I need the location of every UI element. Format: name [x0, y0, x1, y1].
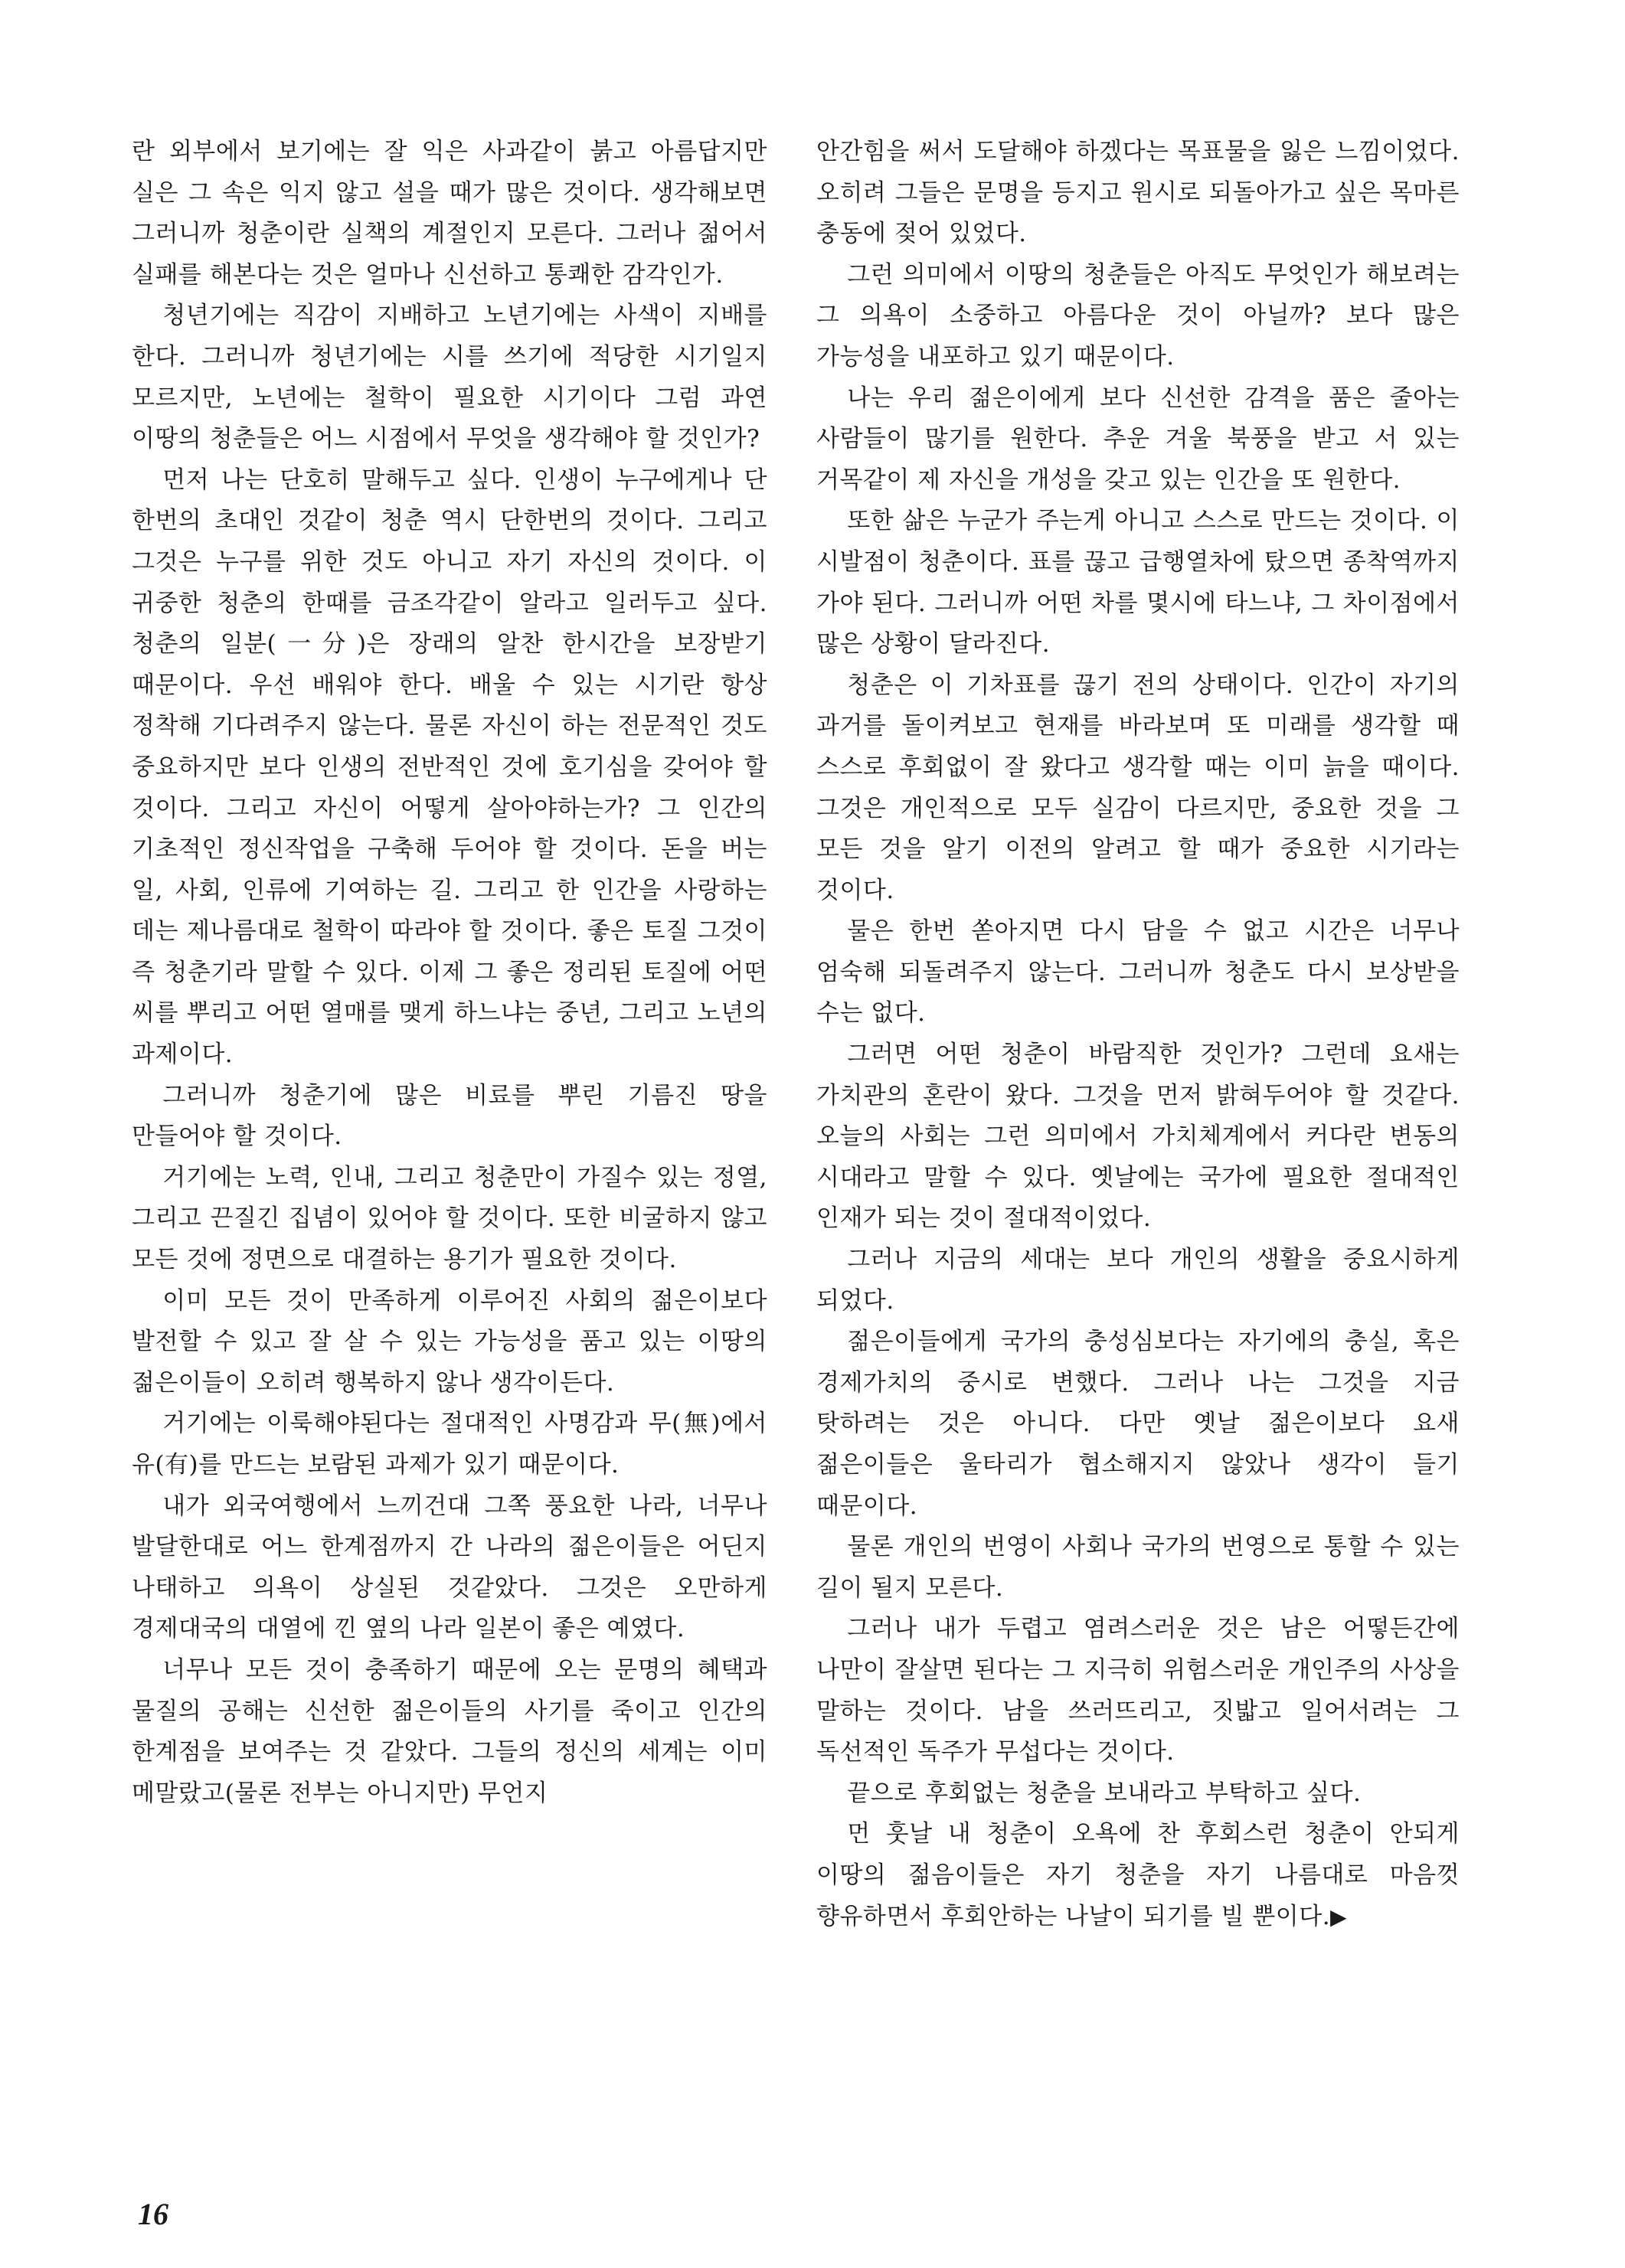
left-column	[132, 132, 767, 1814]
paragraph: 너무나 모든 것이 충족하기 때문에 오는 문명의 혜택과 물질의 공해는 신선한 젊은이들의 사기를 죽이고 인간의 한계점을 보여주는 것 같았다. 그들의 정신의 세계는 이미 메말랐고(물론 전부는 아니지만) 무언지	[132, 1655, 767, 1807]
paragraph: 란 외부에서 보기에는 잘 익은 사과같이 붉고 아름답지만 실은 그 속은 익지 않고 설을 때가 많은 것이다. 생각해보면 그러니까 청춘이란 실책의 계절인지 모른다. 그러나 젊어서 실패를 해본다는 것은 얼마나 신선하고 통쾌한 감각인가.	[132, 138, 767, 289]
right-column	[816, 132, 1460, 1937]
paragraph: 물은 한번 쏟아지면 다시 담을 수 없고 시간은 너무나 엄숙해 되돌려주지 않는다. 그러니까 청춘도 다시 보상받을 수는 없다.	[816, 917, 1460, 1028]
paragraph: 끝으로 후회없는 청춘을 보내라고 부탁하고 싶다.	[847, 1779, 1362, 1807]
paragraph: 그러면 어떤 청춘이 바람직한 것인가? 그런데 요새는 가치관의 혼란이 왔다. 그것을 먼저 밝혀두어야 할 것같다. 오늘의 사회는 그런 의미에서 가치체계에서 커다란 변동의 시대라고 말할 수 있다. 옛날에는 국가에 필요한 절대적인 인재가 되는 것이 절대적이었다.	[816, 1041, 1460, 1233]
paragraph: 그런 의미에서 이땅의 청춘들은 아직도 무엇인가 해보려는 그 의욕이 소중하고 아름다운 것이 아닐까? 보다 많은 가능성을 내포하고 있기 때문이다.	[816, 260, 1460, 371]
paragraph: 안간힘을 써서 도달해야 하겠다는 목표물을 잃은 느낌이었다. 오히려 그들은 문명을 등지고 원시로 되돌아가고 싶은 목마른 충동에 젖어 있었다.	[816, 138, 1460, 248]
paragraph: 물론 개인의 번영이 사회나 국가의 번영으로 통할 수 있는 길이 될지 모른다.	[816, 1533, 1460, 1602]
paragraph: 먼저 나는 단호히 말해두고 싶다. 인생이 누구에게나 단 한번의 초대인 것같이 청춘 역시 단한번의 것이다. 그리고 그것은 누구를 위한 것도 아니고 자기 자신의 것이다. 이 귀중한 청춘의 한때를 금조각같이 알라고 일러두고 싶다. 청춘의 일분(一分)은 장래의 알찬 한시간을 보장받기 때문이다. 우선 배워야 한다. 배울 수 있는 시기란 항상 정착해 기다려주지 않는다. 물론 자신이 하는 전문적인 것도 중요하지만 보다 인생의 전반적인 것에 호기심을 갖어야 할 것이다. 그리고 자신이 어떻게 살아야하는가? 그 인간의 기초적인 정신작업을 구축해 두어야 할 것이다. 돈을 버는 일, 사회, 인류에 기여하는 길. 그리고 한 인간을 사랑하는 데는 제나름대로 철학이 따라야 할 것이다. 좋은 토질 그것이 즉 청춘기라 말할 수 있다. 이제 그 좋은 정리된 토질에 어떤 씨를 뿌리고 어떤 열매를 맺게 하느냐는 중년, 그리고 노년의 과제이다.	[132, 466, 767, 1069]
paragraph: 청년기에는 직감이 지배하고 노년기에는 사색이 지배를 한다. 그러니까 청년기에는 시를 쓰기에 적당한 시기일지 모르지만, 노년에는 철학이 필요한 시기이다 그럼 과연 이땅의 청춘들은 어느 시점에서 무엇을 생각해야 할 것인가?	[132, 302, 767, 453]
paragraph: 그러나 내가 두렵고 염려스러운 것은 남은 어떻든간에 나만이 잘살면 된다는 그 지극히 위험스러운 개인주의 사상을 말하는 것이다. 남을 쓰러뜨리고, 짓밟고 일어서려는 그 독선적인 독주가 무섭다는 것이다.	[816, 1615, 1460, 1766]
paragraph: 거기에는 노력, 인내, 그리고 청춘만이 가질수 있는 정열, 그리고 끈질긴 집념이 있어야 할 것이다. 또한 비굴하지 않고 모든 것에 정면으로 대결하는 용기가 필요한 것이다.	[132, 1163, 767, 1274]
paragraph: 내가 외국여행에서 느끼건대 그쪽 풍요한 나라, 너무나 발달한대로 어느 한계점까지 간 나라의 젊은이들은 어딘지 나태하고 의욕이 상실된 것같았다. 그것은 오만하게 경제대국의 대열에 낀 옆의 나라 일본이 좋은 예였다.	[132, 1492, 767, 1643]
paragraph: 청춘은 이 기차표를 끊기 전의 상태이다. 인간이 자기의 과거를 돌이켜보고 현재를 바라보며 또 미래를 생각할 때 스스로 후회없이 잘 왔다고 생각할 때는 이미 늙을 때이다. 그것은 개인적으로 모두 실감이 다르지만, 중요한 것을 그 모든 것을 알기 이전의 알려고 할 때가 중요한 시기라는 것이다.	[816, 671, 1460, 904]
paragraph: 젊은이들에게 국가의 충성심보다는 자기에의 충실, 혹은 경제가치의 중시로 변했다. 그러나 나는 그것을 지금 탓하려는 것은 아니다. 다만 옛날 젊은이보다 요새 젊은이들은 울타리가 협소해지지 않았나 생각이 들기 때문이다.	[816, 1328, 1460, 1520]
paragraph: 그러나 지금의 세대는 보다 개인의 생활을 중요시하게 되었다.	[816, 1246, 1460, 1315]
page-number: 16	[138, 2197, 168, 2231]
paragraph: 또한 삶은 누군가 주는게 아니고 스스로 만드는 것이다. 이 시발점이 청춘이다. 표를 끊고 급행열차에 탔으면 종착역까지 가야 된다. 그러니까 어떤 차를 몇시에 타느냐, 그 차이점에서 많은 상황이 달라진다.	[816, 507, 1460, 659]
paragraph: 나는 우리 젊은이에게 보다 신선한 감격을 품은 줄아는 사람들이 많기를 원한다. 추운 겨울 북풍을 받고 서 있는 거목같이 제 자신을 개성을 갖고 있는 인간을 또 원한다.	[816, 384, 1460, 494]
paragraph: 그러니까 청춘기에 많은 비료를 뿌린 기름진 땅을 만들어야 할 것이다.	[132, 1081, 767, 1151]
end-arrow-icon: ▶	[1330, 1904, 1348, 1930]
paragraph: 이미 모든 것이 만족하게 이루어진 사회의 젊은이보다 발전할 수 있고 잘 살 수 있는 가능성을 품고 있는 이땅의 젊은이들이 오히려 행복하지 않나 생각이든다.	[132, 1286, 767, 1397]
paragraph: 거기에는 이룩해야된다는 절대적인 사명감과 무(無)에서 유(有)를 만드는 보람된 과제가 있기 때문이다.	[132, 1410, 767, 1479]
last-paragraph	[816, 1814, 1460, 1937]
paragraph-text: 먼 훗날 내 청춘이 오욕에 찬 후회스런 청춘이 안되게 이땅의 젊음이들은 자기 청춘을 자기 나름대로 마음껏 향유하면서 후회안하는 나날이 되기를 빌 뿐이다.	[816, 1820, 1460, 1930]
